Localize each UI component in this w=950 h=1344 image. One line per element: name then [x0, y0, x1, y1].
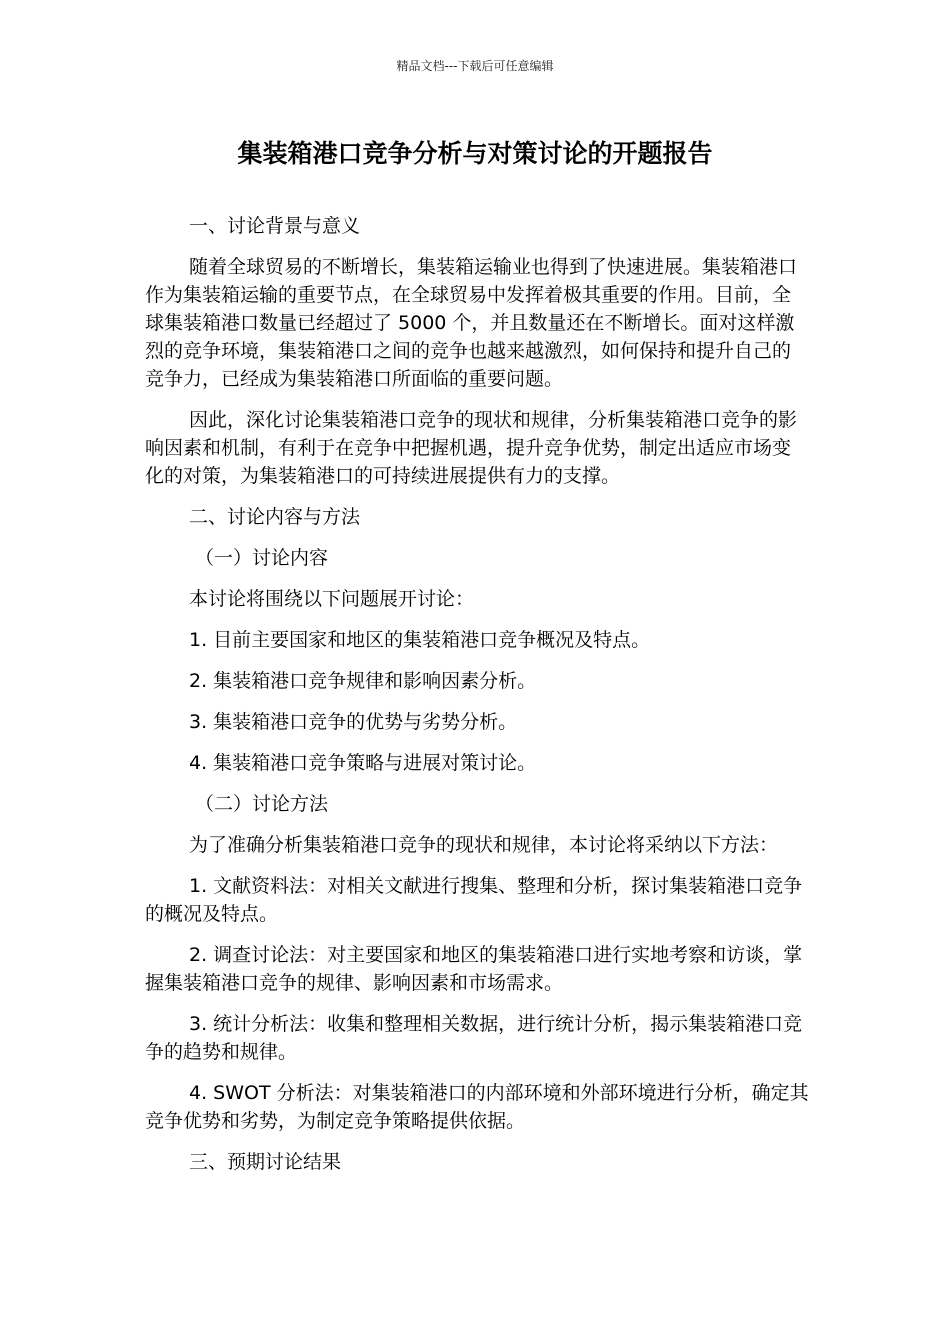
- paragraph: 1. 文献资料法：对相关文献进行搜集、整理和分析，探讨集装箱港口竞争的概况及特点。: [145, 875, 803, 925]
- paragraph: 二、讨论内容与方法: [189, 506, 361, 528]
- paragraph: 为了准确分析集装箱港口竞争的现状和规律，本讨论将采纳以下方法：: [189, 834, 779, 856]
- document-body: [145, 212, 809, 1189]
- paragraph: （一）讨论内容: [195, 547, 329, 569]
- paragraph: 一、讨论背景与意义: [189, 215, 361, 237]
- paragraph: 随着全球贸易的不断增长，集装箱运输业也得到了快速进展。集装箱港口作为集装箱运输的重要节点，在全球贸易中发挥着极其重要的作用。目前，全球集装箱港口数量已经超过了 5000 个，并且数量还在不断增长。面对这样激烈的竞争环境，集装箱港口之间的竞争也越来越激烈，如何保持和提升自己的竞争力，已经成为集装箱港口所面临的重要问题。: [145, 256, 798, 390]
- paragraph: （二）讨论方法: [195, 793, 329, 815]
- paragraph: 4. 集装箱港口竞争策略与进展对策讨论。: [189, 752, 537, 774]
- paragraph: 本讨论将围绕以下问题展开讨论：: [189, 588, 475, 610]
- paragraph: 3. 统计分析法：收集和整理相关数据，进行统计分析，揭示集装箱港口竞争的趋势和规律。: [145, 1013, 803, 1063]
- paragraph: 1. 目前主要国家和地区的集装箱港口竞争概况及特点。: [189, 629, 651, 651]
- paragraph: 2. 集装箱港口竞争规律和影响因素分析。: [189, 670, 537, 692]
- paragraph: 4. SWOT 分析法：对集装箱港口的内部环境和外部环境进行分析，确定其竞争优势和劣势，为制定竞争策略提供依据。: [145, 1082, 809, 1132]
- page-header: 精品文档---下载后可任意编辑: [396, 59, 554, 73]
- paragraph: 因此，深化讨论集装箱港口竞争的现状和规律，分析集装箱港口竞争的影响因素和机制，有利于在竞争中把握机遇，提升竞争优势，制定出适应市场变化的对策，为集装箱港口的可持续进展提供有力的支撑。: [145, 409, 798, 487]
- document-title: 集装箱港口竞争分析与对策讨论的开题报告: [237, 139, 713, 168]
- paragraph: 2. 调查讨论法：对主要国家和地区的集装箱港口进行实地考察和访谈，掌握集装箱港口竞争的规律、影响因素和市场需求。: [145, 944, 803, 994]
- paragraph: 3. 集装箱港口竞争的优势与劣势分析。: [189, 711, 518, 733]
- paragraph: 三、预期讨论结果: [189, 1151, 342, 1173]
